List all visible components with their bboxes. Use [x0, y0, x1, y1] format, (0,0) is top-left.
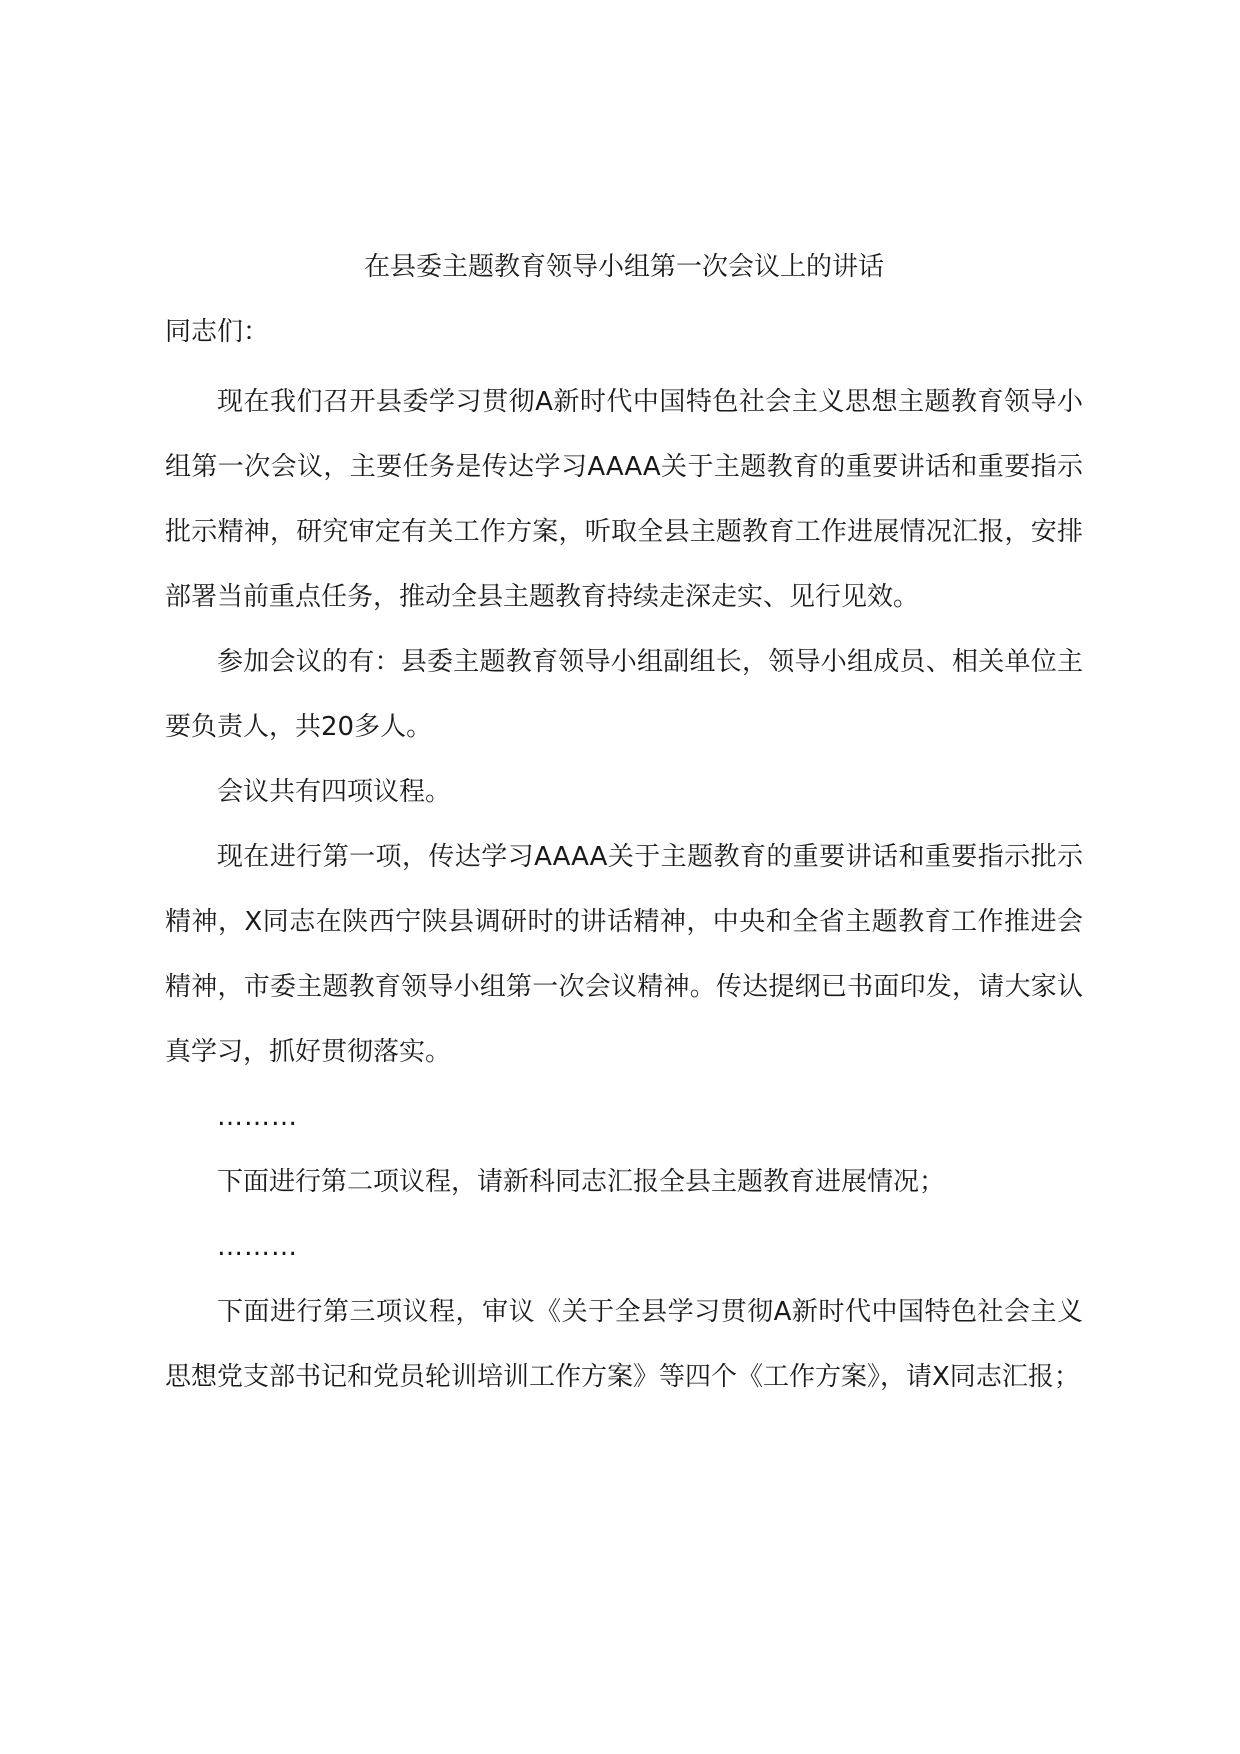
- document-body: [165, 240, 1083, 1410]
- ellipsis-omission: ………: [217, 1232, 298, 1262]
- paragraph-agenda-item-2: 下面进行第二项议程，请新科同志汇报全县主题教育进展情况；: [217, 1167, 946, 1197]
- salutation: 同志们：: [165, 317, 270, 347]
- paragraph-meeting-purpose: 现在我们召开县委学习贯彻A新时代中国特色社会主义思想主题教育领导小组第一次会议，主要任务是传达学习AAAA关于主题教育的重要讲话和重要指示批示精神，研究审定有关工作方案，听取全县主题教育工作进展情况汇报，安排部署当前重点任务，推动全县主题教育持续走深走实、见行见效。: [165, 387, 1083, 612]
- paragraph-agenda-item-3: 下面进行第三项议程，审议《关于全县学习贯彻A新时代中国特色社会主义思想党支部书记和党员轮训培训工作方案》等四个《工作方案》，请X同志汇报；: [165, 1297, 1083, 1392]
- paragraph-attendees: 参加会议的有：县委主题教育领导小组副组长，领导小组成员、相关单位主要负责人，共20多人。: [165, 647, 1083, 742]
- paragraph-agenda-count: 会议共有四项议程。: [217, 777, 452, 807]
- ellipsis-omission: ………: [217, 1102, 298, 1132]
- document-title: 在县委主题教育领导小组第一次会议上的讲话: [363, 252, 884, 282]
- paragraph-agenda-item-1: 现在进行第一项，传达学习AAAA关于主题教育的重要讲话和重要指示批示精神，X同志在陕西宁陕县调研时的讲话精神，中央和全省主题教育工作推进会精神，市委主题教育领导小组第一次会议精神。传达提纲已书面印发，请大家认真学习，抓好贯彻落实。: [165, 842, 1083, 1067]
